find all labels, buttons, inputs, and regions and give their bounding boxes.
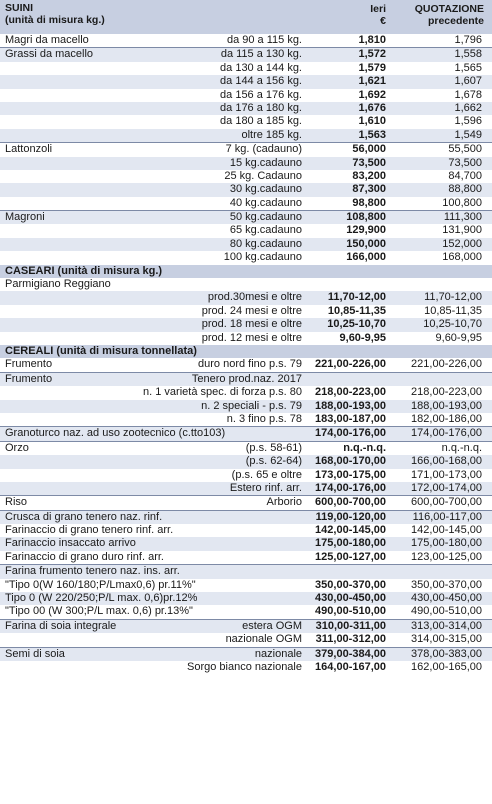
row-sub-label: 65 kg.cadauno (229, 224, 302, 237)
row-prev-value: 221,00-226,00 (411, 358, 482, 371)
row-ieri-value: 129,900 (346, 224, 386, 237)
header-euro-label: € (380, 15, 386, 27)
table-row (0, 89, 492, 102)
row-ieri-value: 168,00-170,00 (315, 455, 386, 468)
row-sub-label: Estero rinf. arr. (229, 481, 302, 494)
row-ieri-value: 430,00-450,00 (315, 592, 386, 605)
table-row (0, 358, 492, 371)
row-ieri-value: 98,800 (352, 196, 386, 209)
row-ieri-value: 119,00-120,00 (315, 510, 386, 523)
row-sub-label: 40 kg.cadauno (229, 196, 302, 209)
row-ieri-value: 164,00-167,00 (315, 660, 386, 673)
table-row (0, 482, 492, 495)
row-prev-value: 10,85-11,35 (424, 304, 482, 317)
row-ieri-value: 350,00-370,00 (315, 578, 386, 591)
row-prev-value: 9,60-9,95 (435, 331, 482, 344)
row-sub-label: n. 3 fino p.s. 78 (226, 412, 302, 425)
row-sub-label: da 156 a 176 kg. (220, 88, 302, 101)
row-sub-label: 15 kg.cadauno (229, 156, 302, 169)
table-row (0, 426, 492, 440)
section-header (0, 345, 492, 358)
row-prev-value: 188,00-193,00 (411, 399, 482, 412)
row-prev-value: 1,565 (454, 61, 482, 74)
table-row (0, 551, 492, 564)
row-label: Frumento (5, 372, 53, 385)
table-row (0, 183, 492, 196)
row-sub-label: da 90 a 115 kg. (226, 34, 302, 46)
row-sub-label: prod. 12 mesi e oltre (201, 331, 302, 344)
row-prev-value: 218,00-223,00 (411, 386, 482, 399)
table-row (0, 564, 492, 578)
row-prev-value: 174,00-176,00 (411, 427, 482, 440)
row-sub-label: Sorgo bianco nazionale (187, 660, 302, 673)
row-ieri-value: n.q.-n.q. (343, 441, 386, 454)
row-label: "Tipo 0(W 160/180;P/Lmax0,6) pr.11%" (5, 578, 196, 591)
table-row (0, 647, 492, 661)
row-sub-label: prod. 18 mesi e oltre (201, 318, 302, 331)
table-row (0, 524, 492, 537)
table-row (0, 619, 492, 633)
table-row (0, 469, 492, 482)
row-label: Magroni (5, 211, 45, 224)
table-row (0, 305, 492, 318)
row-sub-label: (p.s. 58-61) (245, 441, 302, 454)
table-row (0, 605, 492, 618)
table-row (0, 537, 492, 550)
table-row (0, 291, 492, 304)
row-label: Granoturco naz. ad uso zootecnico (c.tto103) (5, 427, 226, 440)
table-row (0, 318, 492, 331)
row-prev-value: 314,00-315,00 (411, 633, 482, 646)
row-prev-value: 171,00-173,00 (411, 468, 482, 481)
row-prev-value: 10,25-10,70 (423, 318, 482, 331)
row-sub-label: 100 kg.cadauno (223, 251, 302, 264)
row-sub-label: 25 kg. Cadauno (224, 169, 302, 182)
row-sub-label: 30 kg.cadauno (229, 183, 302, 196)
row-ieri-value: 311,00-312,00 (315, 633, 386, 646)
section-title: CEREALI (unità di misura tonnellata) (5, 344, 197, 357)
row-prev-value: 55,500 (448, 143, 482, 156)
row-ieri-value: 173,00-175,00 (315, 468, 386, 481)
row-label: Frumento (5, 358, 53, 371)
row-sub-label: Arborio (266, 496, 302, 509)
row-label: Farinaccio di grano tenero rinf. arr. (5, 524, 174, 537)
table-row (0, 142, 492, 156)
table-row (0, 441, 492, 455)
row-sub-label: (p.s. 62-64) (245, 455, 302, 468)
header-ieri (352, 3, 386, 27)
row-label: Farinaccio di grano duro rinf. arr. (5, 550, 164, 563)
header-quotazione-label: QUOTAZIONE (414, 3, 484, 15)
row-prev-value: 175,00-180,00 (411, 537, 482, 550)
row-ieri-value: 166,000 (346, 251, 386, 264)
row-ieri-value: 1,563 (358, 128, 386, 141)
row-prev-value: 88,800 (448, 183, 482, 196)
table-header (0, 0, 492, 34)
row-ieri-value: 1,692 (358, 88, 386, 101)
table-row (0, 115, 492, 128)
row-prev-value: 430,00-450,00 (411, 592, 482, 605)
row-sub-label: da 115 a 130 kg. (220, 48, 302, 61)
table-row (0, 197, 492, 210)
row-sub-label: Tenero prod.naz. 2017 (191, 372, 302, 385)
table-row (0, 102, 492, 115)
row-sub-label: da 176 a 180 kg. (220, 101, 302, 114)
row-label: Orzo (5, 441, 29, 454)
row-sub-label: da 180 a 185 kg. (220, 115, 302, 128)
table-row (0, 661, 492, 674)
row-ieri-value: 490,00-510,00 (315, 605, 386, 618)
row-ieri-value: 9,60-9,95 (339, 331, 386, 344)
row-ieri-value: 174,00-176,00 (315, 427, 386, 440)
row-prev-value: 1,596 (454, 115, 482, 128)
row-sub-label: da 144 a 156 kg. (220, 75, 302, 88)
row-ieri-value: 1,676 (358, 101, 386, 114)
row-label: Magri da macello (5, 34, 89, 46)
table-row (0, 62, 492, 75)
row-ieri-value: 379,00-384,00 (315, 647, 386, 660)
row-prev-value: 116,00-117,00 (412, 510, 482, 523)
header-ieri-label: Ieri (370, 3, 386, 15)
table-row (0, 372, 492, 386)
row-prev-value: 131,900 (442, 224, 482, 237)
table-body (0, 34, 492, 674)
row-label: Farinaccio insaccato arrivo (5, 537, 136, 550)
row-sub-label: (p.s. 65 e oltre (231, 468, 302, 481)
row-sub-label: prod.30mesi e oltre (207, 291, 302, 304)
section-header (0, 265, 492, 278)
row-label: Semi di soia (5, 647, 65, 660)
row-ieri-value: 150,000 (346, 237, 386, 250)
row-ieri-value: 10,25-10,70 (327, 318, 386, 331)
row-label: Grassi da macello (5, 48, 94, 61)
row-prev-value: 1,558 (454, 48, 482, 61)
row-prev-value: 378,00-383,00 (411, 647, 482, 660)
row-prev-value: 1,549 (454, 128, 482, 141)
row-label: Crusca di grano tenero naz. rinf. (5, 510, 163, 523)
header-title-line2: (unità di misura kg.) (5, 14, 105, 26)
table-row (0, 157, 492, 170)
table-row (0, 251, 492, 264)
table-row (0, 34, 492, 47)
row-prev-value: 350,00-370,00 (411, 578, 482, 591)
row-prev-value: 490,00-510,00 (411, 605, 482, 618)
row-ieri-value: 174,00-176,00 (315, 481, 386, 494)
row-prev-value: 152,000 (442, 237, 482, 250)
row-ieri-value: 83,200 (352, 169, 386, 182)
row-label: Farina di soia integrale (5, 619, 117, 632)
table-row (0, 510, 492, 524)
row-ieri-value: 183,00-187,00 (315, 412, 386, 425)
table-row (0, 75, 492, 88)
row-sub-label: oltre 185 kg. (241, 128, 302, 141)
table-row (0, 332, 492, 345)
section-title: CASEARI (unità di misura kg.) (5, 264, 163, 277)
row-prev-value: 1,796 (454, 34, 482, 46)
row-ieri-value: 56,000 (352, 143, 386, 156)
row-prev-value: 1,662 (454, 101, 482, 114)
table-row (0, 224, 492, 237)
row-prev-value: 111,300 (443, 211, 482, 224)
row-ieri-value: 10,85-11,35 (327, 304, 386, 317)
row-prev-value: 166,00-168,00 (411, 455, 482, 468)
row-label: Riso (5, 496, 28, 509)
table-row (0, 47, 492, 61)
row-ieri-value: 108,800 (346, 211, 386, 224)
table-row (0, 495, 492, 509)
row-sub-label: da 130 a 144 kg. (220, 61, 302, 74)
table-row (0, 592, 492, 605)
row-ieri-value: 310,00-311,00 (315, 619, 386, 632)
table-row (0, 129, 492, 142)
row-sub-label: 7 kg. (cadauno) (225, 143, 302, 156)
header-title (5, 2, 105, 26)
row-ieri-value: 188,00-193,00 (315, 399, 386, 412)
row-prev-value: 100,800 (442, 196, 482, 209)
table-row (0, 170, 492, 183)
row-ieri-value: 218,00-223,00 (315, 386, 386, 399)
table-row (0, 238, 492, 251)
row-ieri-value: 1,579 (358, 61, 386, 74)
row-prev-value: 1,678 (454, 88, 482, 101)
row-prev-value: 84,700 (448, 169, 482, 182)
header-quotazione (415, 3, 484, 27)
table-row (0, 413, 492, 426)
row-prev-value: 1,607 (454, 75, 482, 88)
row-label: Parmigiano Reggiano (5, 278, 111, 291)
row-sub-label: duro nord fino p.s. 79 (198, 358, 302, 371)
row-ieri-value: 73,500 (352, 156, 386, 169)
row-sub-label: nazionale OGM (225, 633, 302, 646)
row-prev-value: n.q.-n.q. (441, 441, 482, 454)
row-prev-value: 123,00-125,00 (411, 550, 482, 563)
row-sub-label: 50 kg.cadauno (229, 211, 302, 224)
row-prev-value: 162,00-165,00 (411, 660, 482, 673)
row-sub-label: 80 kg.cadauno (229, 237, 302, 250)
row-prev-value: 600,00-700,00 (411, 496, 482, 509)
row-ieri-value: 1,572 (358, 48, 386, 61)
row-ieri-value: 1,621 (358, 75, 386, 88)
table-row (0, 400, 492, 413)
row-ieri-value: 175,00-180,00 (315, 537, 386, 550)
row-prev-value: 313,00-314,00 (411, 619, 482, 632)
row-label: "Tipo 00 (W 300;P/L max. 0,6) pr.13%" (5, 605, 193, 618)
row-ieri-value: 221,00-226,00 (315, 358, 386, 371)
row-sub-label: nazionale (254, 647, 302, 660)
row-sub-label: estera OGM (242, 619, 302, 632)
row-ieri-value: 600,00-700,00 (315, 496, 386, 509)
row-label: Lattonzoli (5, 143, 53, 156)
header-precedente-label: precedente (427, 15, 484, 27)
row-ieri-value: 11,70-12,00 (327, 291, 386, 304)
row-ieri-value: 87,300 (352, 183, 386, 196)
row-prev-value: 11,70-12,00 (424, 291, 482, 304)
table-row (0, 579, 492, 592)
table-row (0, 633, 492, 646)
row-ieri-value: 1,610 (358, 115, 386, 128)
row-label: Farina frumento tenero naz. ins. arr. (5, 565, 180, 578)
row-label: Tipo 0 (W 220/250;P/L max. 0,6)pr.12% (5, 592, 198, 605)
row-prev-value: 182,00-186,00 (411, 412, 482, 425)
table-row (0, 386, 492, 399)
table-row (0, 210, 492, 224)
table-row (0, 455, 492, 468)
row-sub-label: n. 2 speciali - p.s. 79 (201, 399, 302, 412)
row-prev-value: 172,00-174,00 (411, 481, 482, 494)
row-prev-value: 142,00-145,00 (411, 524, 482, 537)
row-sub-label: prod. 24 mesi e oltre (201, 304, 302, 317)
table-row (0, 278, 492, 291)
row-prev-value: 168,000 (442, 251, 482, 264)
row-sub-label: n. 1 varietà spec. di forza p.s. 80 (143, 386, 302, 399)
row-prev-value: 73,500 (448, 156, 482, 169)
header-title-line1: SUINI (5, 2, 34, 14)
row-ieri-value: 1,810 (358, 34, 386, 46)
row-ieri-value: 125,00-127,00 (315, 550, 386, 563)
row-ieri-value: 142,00-145,00 (315, 524, 386, 537)
